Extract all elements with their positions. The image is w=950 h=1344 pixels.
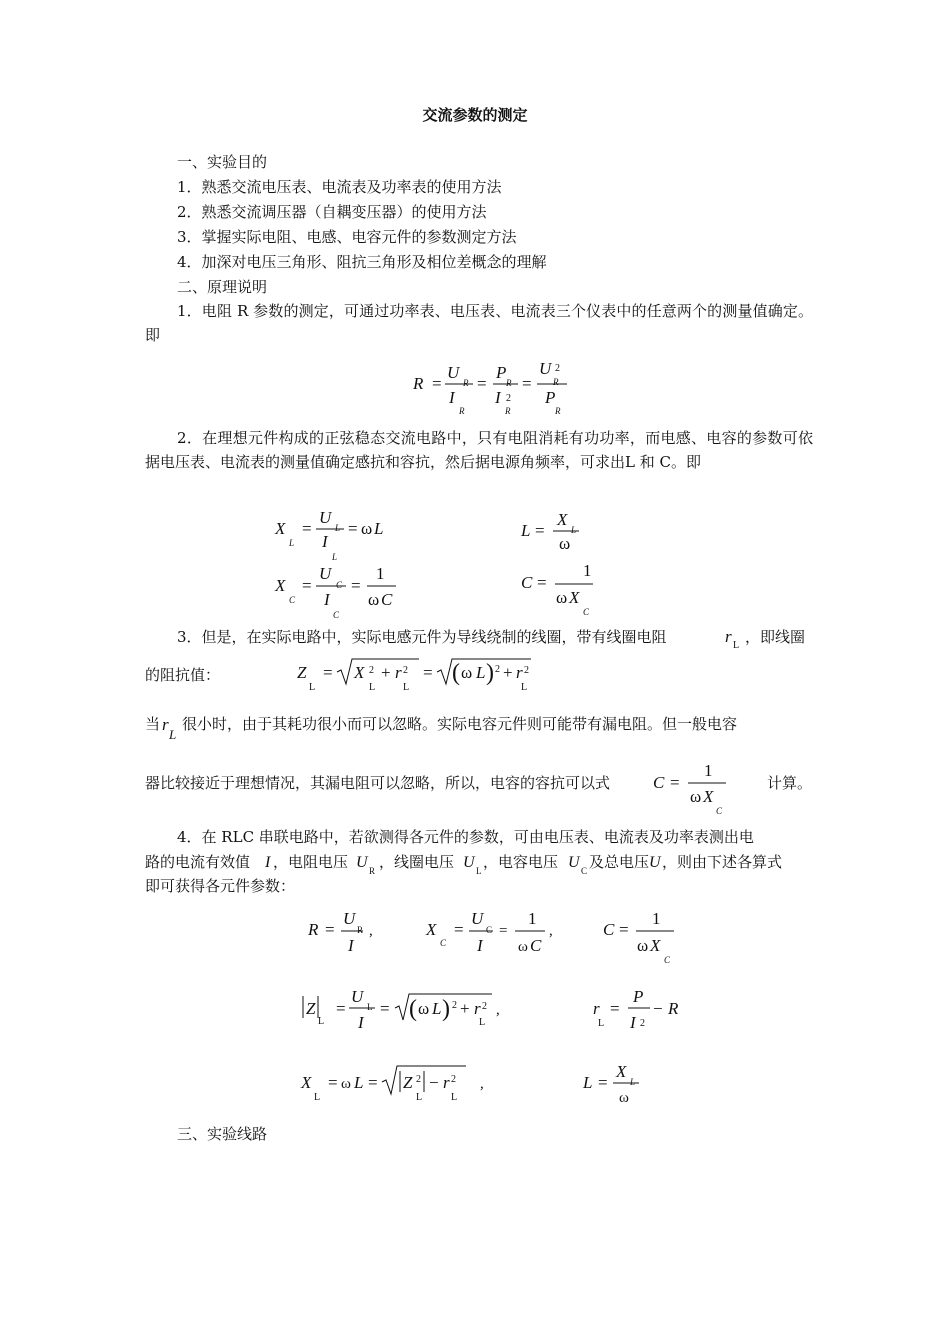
svg-text:ω: ω	[368, 590, 380, 609]
formula-rlc-inductive-reactance	[296, 1062, 496, 1112]
paragraph-rlc-line3: 即可获得各元件参数：	[145, 877, 296, 895]
svg-text:R: R	[357, 925, 364, 935]
svg-text:R: R	[413, 374, 424, 393]
svg-text:=: =	[535, 521, 545, 540]
svg-text:L: L	[630, 1077, 636, 1087]
svg-text:=: =	[336, 999, 346, 1018]
svg-text:L: L	[451, 1092, 458, 1103]
svg-text:=: =	[537, 573, 547, 592]
svg-text:+: +	[460, 999, 470, 1018]
svg-text:C: C	[521, 573, 533, 592]
svg-text:I: I	[322, 532, 328, 551]
svg-text:L: L	[332, 552, 338, 562]
svg-text:ω: ω	[556, 588, 568, 607]
paragraph-rlc-coil-voltage: ，线圈电压	[379, 853, 455, 871]
svg-text:L: L	[374, 519, 384, 538]
svg-text:=: =	[323, 663, 333, 682]
svg-text:L: L	[354, 1073, 364, 1092]
svg-text:+: +	[381, 663, 391, 682]
svg-text:2: 2	[495, 664, 500, 675]
svg-text:C: C	[664, 955, 671, 965]
svg-text:I: I	[477, 936, 483, 955]
svg-text:=: =	[351, 576, 361, 595]
symbol-r-l-2	[160, 712, 184, 747]
svg-text:L: L	[403, 682, 410, 693]
svg-text:1: 1	[652, 909, 661, 928]
paragraph-small-loss: 很小时，由于其耗功很小而可以忽略。实际电容元件则可能带有漏电阻。但一般电容	[182, 715, 738, 733]
svg-text:=: =	[499, 923, 508, 939]
section-heading-principle: 二、原理说明	[177, 278, 268, 296]
svg-text:L: L	[309, 682, 316, 693]
svg-text:I: I	[265, 854, 271, 871]
svg-text:2: 2	[452, 1000, 457, 1011]
svg-text:P: P	[633, 987, 644, 1006]
list-item: 3．掌握实际电阻、电感、电容元件的参数测定方法	[177, 228, 517, 246]
svg-text:I: I	[449, 388, 455, 407]
paragraph-real-inductor: 3．但是，在实际电路中，实际电感元件为导线绕制的线圈，带有线圈电阻	[177, 628, 667, 646]
svg-text:=: =	[380, 999, 390, 1018]
svg-text:L: L	[314, 1092, 321, 1103]
svg-text:R: R	[505, 406, 511, 416]
section-heading-purpose: 一、实验目的	[177, 153, 268, 171]
formula-rlc-resistance	[303, 905, 383, 960]
svg-text:X: X	[426, 920, 437, 939]
svg-text:R: R	[308, 920, 319, 939]
paragraph-rlc-total-voltage: 及总电压	[589, 853, 650, 871]
svg-text:I: I	[630, 1013, 636, 1032]
svg-text:ω: ω	[518, 939, 528, 955]
svg-text:U: U	[471, 909, 484, 928]
paragraph-rlc-resistor-voltage: ，电阻电压	[273, 853, 349, 871]
svg-text:ω: ω	[361, 519, 373, 538]
svg-text:C: C	[289, 595, 296, 605]
svg-text:1: 1	[528, 909, 537, 928]
svg-text:L: L	[367, 1002, 373, 1012]
svg-text:U: U	[447, 363, 460, 382]
svg-text:X: X	[557, 510, 568, 529]
svg-text:1: 1	[704, 761, 713, 780]
formula-resistance	[405, 356, 585, 427]
svg-text:=: =	[619, 920, 629, 939]
svg-text:=: =	[328, 1073, 338, 1092]
svg-text:U: U	[343, 909, 356, 928]
formula-rlc-coil-resistance	[590, 982, 690, 1042]
svg-text:R: R	[459, 406, 465, 416]
svg-text:X: X	[703, 787, 714, 806]
svg-text:=: =	[610, 999, 620, 1018]
svg-text:R: R	[668, 999, 679, 1018]
svg-text:): )	[442, 996, 450, 1022]
svg-text:X: X	[275, 576, 286, 595]
svg-text:(: (	[452, 660, 460, 686]
formula-rlc-inductance	[578, 1058, 658, 1113]
svg-text:C: C	[581, 866, 588, 876]
paragraph-rlc-formula-intro: ，则由下述各算式	[662, 853, 783, 871]
svg-text:L: L	[476, 866, 482, 876]
svg-text:Z: Z	[306, 999, 316, 1018]
paragraph-impedance-label: 的阻抗值：	[145, 666, 221, 684]
svg-text:2: 2	[640, 1018, 645, 1029]
svg-text:L: L	[318, 1016, 325, 1027]
svg-text:ω: ω	[619, 1090, 629, 1106]
svg-text:C: C	[486, 925, 493, 935]
svg-text:,: ,	[496, 1002, 500, 1018]
svg-text:Z: Z	[297, 663, 307, 682]
svg-text:ω: ω	[461, 663, 473, 682]
svg-text:P: P	[545, 388, 556, 407]
formula-coil-impedance	[295, 654, 540, 701]
list-item: 1．熟悉交流电压表、电流表及功率表的使用方法	[177, 178, 502, 196]
svg-text:C: C	[583, 607, 590, 617]
svg-text:C: C	[530, 936, 542, 955]
paragraph-capacitor-ideal: 器比较接近于理想情况，其漏电阻可以忽略，所以，电容的容抗可以式	[145, 774, 611, 792]
svg-text:2: 2	[403, 665, 408, 676]
svg-text:ω: ω	[559, 534, 571, 553]
svg-text:=: =	[302, 576, 312, 595]
svg-text:I: I	[358, 1013, 364, 1032]
svg-text:C: C	[333, 610, 340, 620]
svg-text:L: L	[432, 999, 442, 1018]
svg-text:X: X	[301, 1073, 312, 1092]
list-item: 2．熟悉交流调压器（自耦变压器）的使用方法	[177, 203, 487, 221]
formula-rlc-capacitance	[598, 905, 688, 970]
paragraph-rlc-line2: 路的电流有效值	[145, 853, 251, 871]
svg-text:=: =	[423, 663, 433, 682]
svg-text:C: C	[653, 773, 665, 792]
svg-text:=: =	[348, 519, 358, 538]
svg-text:I: I	[324, 590, 330, 609]
svg-text:=: =	[522, 374, 532, 393]
svg-text:=: =	[325, 920, 335, 939]
symbol-u-r	[355, 849, 379, 882]
svg-text:2: 2	[506, 393, 511, 404]
svg-text:L: L	[369, 682, 376, 693]
paragraph-compute-label: 计算。	[767, 774, 813, 792]
formula-capacitor-reactance-inline	[650, 756, 735, 823]
svg-text:L: L	[416, 1092, 423, 1103]
formula-capacitance	[515, 560, 615, 625]
paragraph-real-inductor-tail: ，即线圈	[745, 628, 806, 646]
svg-text:U: U	[319, 508, 332, 527]
svg-text:X: X	[354, 663, 365, 682]
symbol-u-c	[567, 849, 591, 882]
formula-capacitive-reactance	[270, 560, 410, 627]
svg-text:2: 2	[416, 1074, 421, 1085]
svg-text:I: I	[348, 936, 354, 955]
svg-text:C: C	[603, 920, 615, 939]
svg-text:C: C	[716, 806, 723, 816]
svg-text:r: r	[725, 627, 732, 646]
svg-text:I: I	[495, 388, 501, 407]
svg-text:r: r	[516, 663, 523, 682]
svg-text:1: 1	[583, 561, 592, 580]
svg-text:=: =	[302, 519, 312, 538]
page-title: 交流参数的测定	[422, 106, 528, 124]
svg-text:U: U	[539, 359, 552, 378]
svg-text:U: U	[351, 987, 364, 1006]
svg-text:=: =	[454, 920, 464, 939]
svg-text:ω: ω	[637, 936, 649, 955]
svg-text:U: U	[463, 854, 475, 871]
svg-text:P: P	[496, 363, 507, 382]
svg-text:): )	[486, 660, 494, 686]
section-heading-circuit: 三、实验线路	[177, 1125, 268, 1143]
svg-text:−: −	[653, 999, 663, 1018]
svg-text:L: L	[335, 523, 341, 533]
svg-text:2: 2	[482, 1001, 487, 1012]
formula-rlc-capacitive-reactance	[423, 905, 563, 960]
svg-text:=: =	[598, 1073, 608, 1092]
svg-text:C: C	[440, 938, 447, 948]
svg-text:2: 2	[524, 665, 529, 676]
svg-text:,: ,	[549, 923, 553, 939]
svg-text:=: =	[368, 1073, 378, 1092]
svg-text:X: X	[275, 519, 286, 538]
svg-text:ω: ω	[418, 999, 430, 1018]
svg-text:=: =	[477, 374, 487, 393]
svg-text:R: R	[555, 406, 561, 416]
svg-text:ω: ω	[690, 787, 702, 806]
svg-text:L: L	[476, 663, 486, 682]
svg-text:+: +	[503, 663, 513, 682]
svg-text:U: U	[568, 854, 580, 871]
svg-text:L: L	[583, 1073, 593, 1092]
svg-text:C: C	[336, 580, 343, 590]
svg-text:R: R	[369, 866, 376, 876]
svg-text:L: L	[733, 640, 740, 651]
svg-text:L: L	[521, 682, 528, 693]
svg-text:=: =	[670, 773, 680, 792]
svg-text:X: X	[569, 588, 580, 607]
svg-text:U: U	[319, 564, 332, 583]
paragraph-ideal-elements: 2．在理想元件构成的正弦稳态交流电路中，只有电阻消耗有功功率，而电感、电容的参数可依据电压表、电流表的测量值确定感抗和容抗，然后据电源角频率，可求出L 和 C。即	[145, 429, 813, 471]
svg-text:r: r	[443, 1073, 450, 1092]
svg-text:X: X	[650, 936, 661, 955]
svg-text:(: (	[409, 996, 417, 1022]
svg-text:−: −	[429, 1073, 439, 1092]
formula-rlc-coil-impedance	[298, 982, 513, 1042]
svg-text:R: R	[463, 378, 469, 388]
symbol-r-l	[723, 624, 747, 657]
svg-text:,: ,	[369, 923, 373, 939]
svg-text:L: L	[479, 1017, 486, 1028]
svg-text:R: R	[553, 377, 559, 387]
svg-text:=: =	[432, 374, 442, 393]
svg-text:2: 2	[369, 665, 374, 676]
svg-text:L: L	[521, 521, 531, 540]
formula-inductance	[515, 505, 605, 560]
svg-text:r: r	[395, 663, 402, 682]
svg-text:L: L	[598, 1018, 605, 1029]
svg-text:X: X	[616, 1062, 627, 1081]
svg-text:r: r	[474, 999, 481, 1018]
svg-text:U: U	[356, 854, 368, 871]
svg-text:C: C	[381, 590, 393, 609]
paragraph-rlc-line1: 4．在 RLC 串联电路中，若欲测得各元件的参数，可由电压表、电流表及功率表测出电	[177, 828, 754, 846]
svg-text:2: 2	[555, 363, 560, 374]
svg-text:r: r	[162, 715, 169, 734]
paragraph-when-label: 当	[145, 715, 161, 733]
list-item: 4．加深对电压三角形、阻抗三角形及相位差概念的理解	[177, 253, 547, 271]
paragraph-resistance: 1．电阻 R 参数的测定，可通过功率表、电压表、电流表三个仪表中的任意两个的测量值确定。即	[145, 302, 813, 344]
svg-text:ω: ω	[341, 1076, 351, 1092]
svg-text:L: L	[571, 525, 577, 535]
svg-text:L: L	[289, 538, 295, 548]
svg-text:R: R	[506, 378, 512, 388]
svg-text:2: 2	[451, 1074, 456, 1085]
svg-text:r: r	[593, 999, 600, 1018]
svg-text:,: ,	[480, 1076, 484, 1092]
svg-text:U: U	[649, 854, 661, 871]
svg-text:L: L	[169, 727, 177, 742]
paragraph-rlc-cap-voltage: ，电容电压	[483, 853, 559, 871]
svg-text:1: 1	[376, 564, 385, 583]
svg-text:Z: Z	[403, 1073, 413, 1092]
